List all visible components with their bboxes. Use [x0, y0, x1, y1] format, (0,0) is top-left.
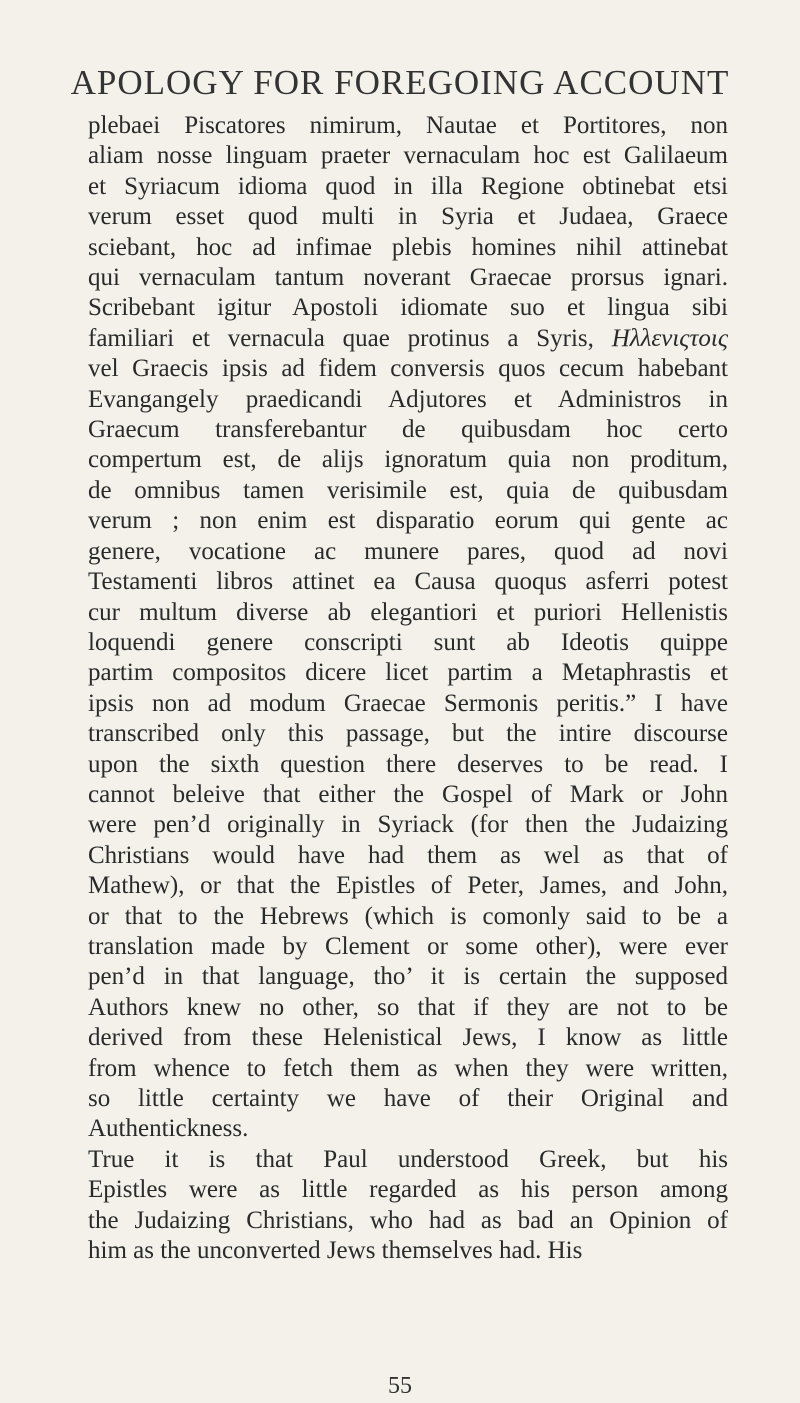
body-text — [88, 111, 728, 1266]
text-line: plebaei Piscatores nimirum, Nautae et Portitores, non — [88, 112, 728, 139]
text-line: genere, vocatione ac munere pares, quod ad novi — [88, 537, 728, 565]
text-line: Evangangely praedicandi Adjutores et Administros in — [88, 385, 728, 413]
text-line: cannot beleive that either the Gospel of Mark or John — [88, 780, 728, 808]
text-line: compertum est, de alijs ignoratum quia non proditum, — [88, 446, 728, 474]
text-line: loquendi genere conscripti sunt ab Ideotis quippe — [88, 628, 728, 656]
running-title: APOLOGY FOR FOREGOING ACCOUNT — [70, 63, 730, 102]
text-line: transcribed only this passage, but the intire discourse — [88, 720, 728, 748]
text-line: True it is that Paul understood Greek, but his — [88, 1145, 728, 1173]
text-line: cur multum diverse ab elegantiori et puriori Hellenistis — [88, 598, 728, 626]
text-line: so little certainty we have of their Original and — [88, 1085, 728, 1112]
greek-word: Ηλλενιςτοις — [611, 324, 728, 352]
text-line: ipsis non ad modum Graecae Sermonis peritis.” I have — [88, 689, 728, 717]
text-line: or that to the Hebrews (which is comonly said to be a — [88, 902, 728, 930]
text-line: derived from these Helenistical Jews, I know as little — [88, 1024, 728, 1052]
text-line: from whence to fetch them as when they were written, — [88, 1054, 728, 1082]
text-line: verum esset quod multi in Syria et Judaea, Graece — [88, 203, 728, 231]
text-line: Graecum transferebantur de quibusdam hoc certo — [88, 416, 728, 444]
text-line: et Syriacum idioma quod in illa Regione obtinebat etsi — [88, 172, 728, 200]
text-line: Scribebant igitur Apostoli idiomate suo et lingua sibi — [88, 294, 728, 322]
text-line: verum ; non enim est disparatio eorum qui gente ac — [88, 507, 728, 535]
text-line: him as the unconverted Jews themselves had. His — [88, 1237, 583, 1265]
text-line: aliam nosse linguam praeter vernaculam hoc est Galilaeum — [88, 142, 728, 170]
text-line: Christians would have had them as wel as that of — [88, 841, 728, 869]
text-line: Testamenti libros attinet ea Causa quoqus asferri potest — [88, 568, 728, 596]
text-line: Mathew), or that the Epistles of Peter, James, and John, — [88, 872, 728, 900]
text-line-segment: familiari et vernacula quae protinus a Syris, — [88, 324, 612, 352]
text-line: vel Graecis ipsis ad fidem conversis quos cecum habebant — [88, 355, 728, 383]
text-line: were pen’d originally in Syriack (for then the Judaizing — [88, 811, 728, 839]
text-line: upon the sixth question there deserves to be read. I — [88, 750, 728, 778]
text-line: partim compositos dicere licet partim a Metaphrastis et — [88, 659, 728, 687]
text-line: Epistles were as little regarded as his person among — [88, 1176, 728, 1204]
page-number: 55 — [388, 1373, 412, 1399]
text-line: pen’d in that language, tho’ it is certain the supposed — [88, 963, 728, 991]
text-line: translation made by Clement or some other), were ever — [88, 932, 728, 960]
text-line: Authors knew no other, so that if they are not to be — [88, 993, 728, 1021]
text-line: Authentickness. — [88, 1115, 249, 1143]
text-line: de omnibus tamen verisimile est, quia de quibusdam — [88, 476, 728, 504]
text-line: the Judaizing Christians, who had as bad an Opinion of — [88, 1206, 728, 1234]
text-line: sciebant, hoc ad infimae plebis homines nihil attinebat — [88, 233, 728, 261]
text-line: qui vernaculam tantum noverant Graecae prorsus ignari. — [88, 264, 728, 292]
text-line — [88, 324, 728, 354]
